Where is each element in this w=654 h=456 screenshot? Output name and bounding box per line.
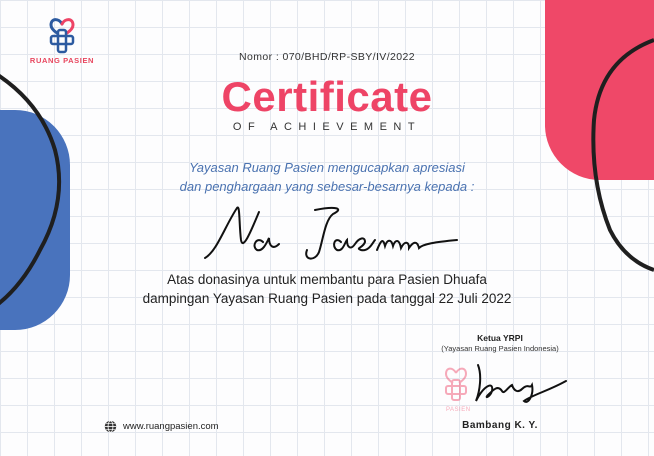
body-text <box>0 270 654 308</box>
intro-text <box>0 158 654 196</box>
body-line-1: Atas donasinya untuk membantu para Pasien Dhuafa <box>167 272 487 287</box>
intro-line-1: Yayasan Ruang Pasien mengucapkan apresiasi <box>189 160 465 175</box>
certificate-number: Nomor : 070/BHD/RP-SBY/IV/2022 <box>239 51 415 63</box>
recipient-signature <box>195 196 465 268</box>
intro-line-2: dan penghargaan yang sebesar-besarnya kepada : <box>179 179 475 194</box>
website[interactable] <box>104 420 219 433</box>
globe-icon <box>104 420 117 433</box>
heart-cross-logo-icon <box>42 14 82 54</box>
signatory-title: Ketua YRPI <box>477 333 523 343</box>
certificate-title: Certificate <box>221 73 433 120</box>
signatory-block <box>410 333 590 353</box>
signature-stroke <box>476 365 566 402</box>
signatory-organization: (Yayasan Ruang Pasien Indonesia) <box>441 344 559 353</box>
certificate-subtitle: OF ACHIEVEMENT <box>232 121 422 133</box>
website-link[interactable]: www.ruangpasien.com <box>123 421 219 432</box>
stamp-text: PASIEN <box>446 407 471 413</box>
stamp-and-signature <box>432 355 572 415</box>
stamp-logo <box>446 369 471 413</box>
body-line-2: dampingan Yayasan Ruang Pasien pada tanggal 22 Juli 2022 <box>142 291 512 306</box>
logo-text: RUANG PASIEN <box>29 56 95 65</box>
signatory-name: Bambang K. Y. <box>462 420 538 431</box>
